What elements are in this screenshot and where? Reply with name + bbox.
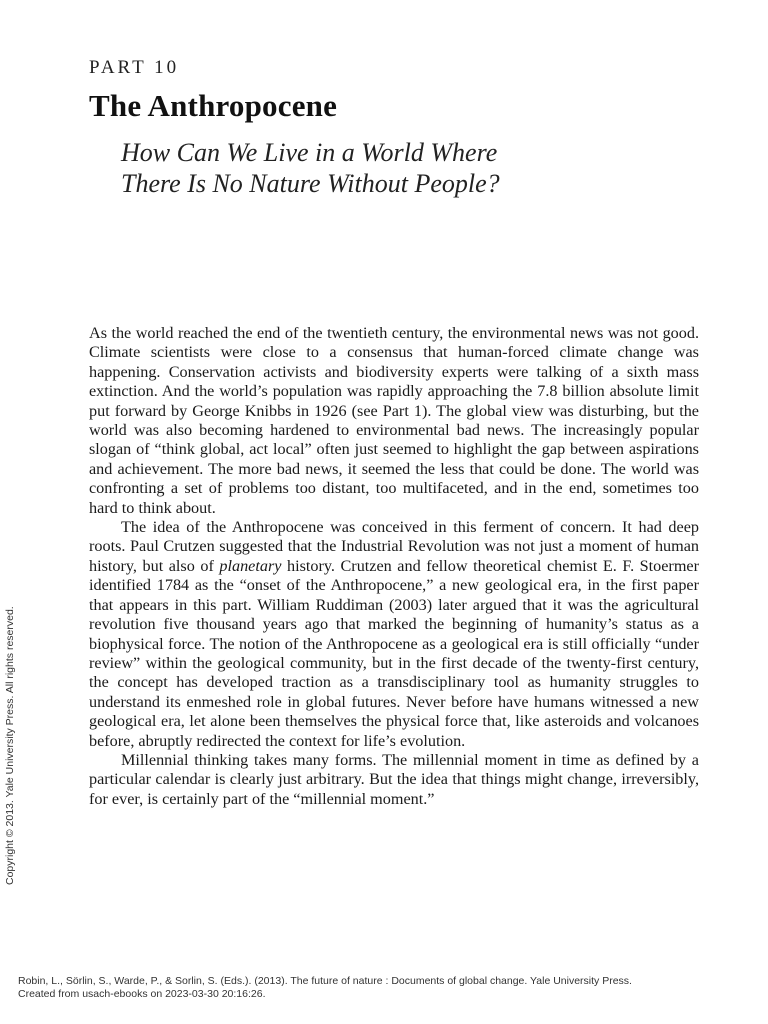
created-timestamp: Created from usach-ebooks on 2023-03-30 20:16:26. [18,987,266,1000]
citation-text: Robin, L., Sörlin, S., Warde, P., & Sorlin, S. (Eds.). (2013). The future of nature : Documents of global change. Yale University Press. [18,975,632,987]
subtitle-line-1: How Can We Live in a World Where [121,138,498,167]
copyright-notice: Copyright © 2013. Yale University Press. All rights reserved. [4,606,16,885]
paragraph-2-start: The idea of the Anthropocene was conceived in this ferment of concern. It had deep roots. Paul Crutzen suggested that the Industrial Revolution was not just a moment of human history, but also of [89,518,699,575]
chapter-subtitle [121,137,681,199]
paragraph-2-end: history. Crutzen and fellow theoretical chemist E. F. Stoermer identified 1784 as the “onset of the Anthropocene,” a new geological era, in the first paper that appears in this part. William Ruddiman (2003) later argued that it was the agricultural revolution five thousand years ago that marked the beginning of humanity’s status as a biophysical force. The notion of the Anthropocene as a geological era is still officially “under review” within the geological community, but in the first decade of the twenty-first century, the concept has developed traction as a transdisciplinary tool as humanity struggles to understand its enmeshed role in global futures. Never before have humans witnessed a new geological era, let alone been themselves the physical force that, like asteroids and volcanoes before, abruptly redirected the context for life’s evolution. [89,556,699,750]
paragraph-1: As the world reached the end of the twentieth century, the environmental news was not good. Climate scientists were close to a consensus that human-forced climate change was happening. Conservation activists and biodiversity experts were talking of a sixth mass extinction. And the world’s population was rapidly approaching the 7.8 billion absolute limit put forward by George Knibbs in 1926 (see Part 1). The global view was disturbing, but the world was also becoming hardened to environmental bad news. The increasingly popular slogan of “think global, act local” often just seemed to highlight the gap between aspirations and achievement. The more bad news, it seemed the less that could be done. The world was confronting a set of problems too distant, too multifaceted, and in the end, sometimes too hard to think about. [89,324,699,517]
part-label: PART 10 [89,57,180,78]
paragraph-2 [89,518,699,751]
emphasis-planetary: planetary [219,556,282,575]
subtitle-line-2: There Is No Nature Without People? [121,169,500,198]
paragraph-3: Millennial thinking takes many forms. The millennial moment in time as defined by a particular calendar is clearly just arbitrary. But the idea that things might change, irreversibly, for ever, is certainly part of the “millennial moment.” [89,750,699,808]
citation-footer [18,975,758,1000]
chapter-title: The Anthropocene [89,88,338,123]
body-text [89,324,699,809]
